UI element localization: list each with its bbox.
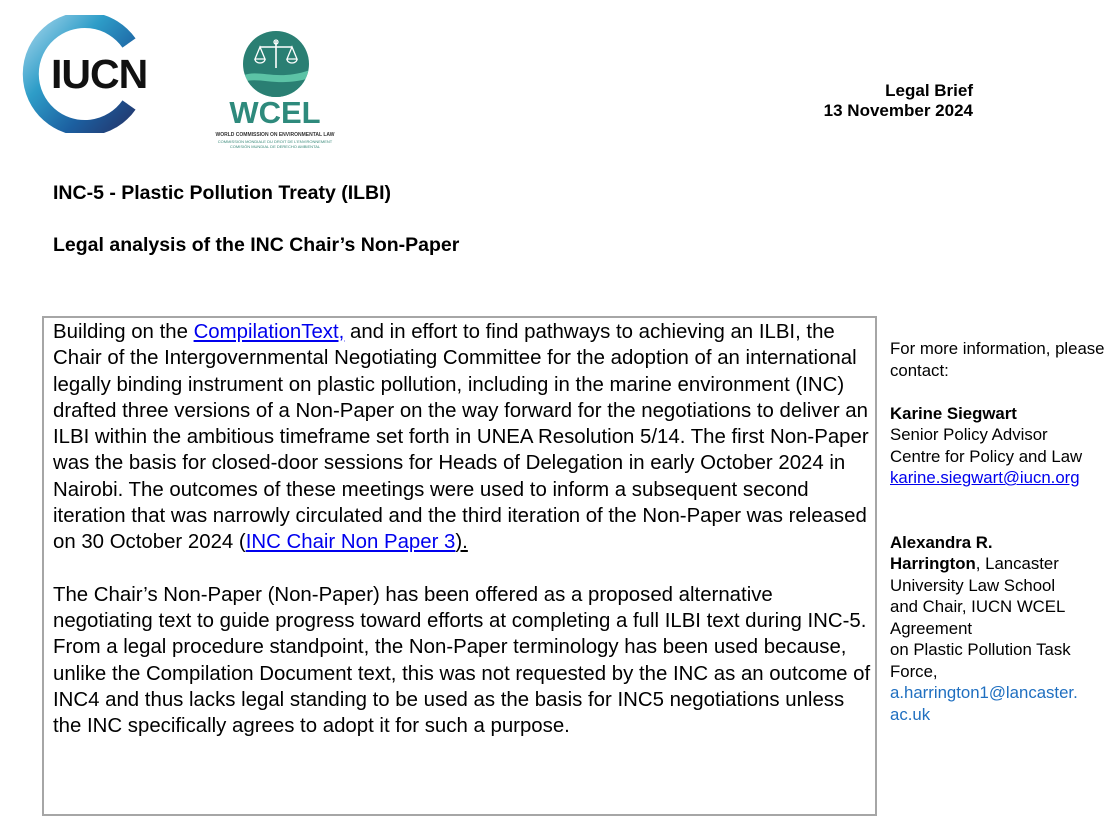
paragraph-1-end: ). bbox=[455, 531, 468, 554]
paragraph-1-intro: Building on the bbox=[53, 321, 194, 343]
contact-name-line-1: Alexandra R. bbox=[890, 532, 993, 552]
contact-siegwart bbox=[890, 403, 1105, 489]
document-subtitle: Legal analysis of the INC Chair’s Non-Paper bbox=[53, 234, 460, 256]
wcel-logo bbox=[195, 30, 355, 155]
contact-affiliation-2: and Chair, IUCN WCEL bbox=[890, 597, 1066, 616]
contact-name-line-2-wrapper bbox=[890, 553, 1105, 575]
scales-of-justice-icon bbox=[242, 30, 310, 98]
inc-chair-non-paper-3-link[interactable]: INC Chair Non Paper 3 bbox=[245, 531, 456, 554]
document-title: INC-5 - Plastic Pollution Treaty (ILBI) bbox=[53, 182, 392, 204]
contact-intro: For more information, please contact: bbox=[890, 339, 1105, 380]
contact-affiliation-3: Agreement bbox=[890, 618, 973, 638]
document-type: Legal Brief bbox=[885, 81, 973, 100]
contact-affiliation-inline: , Lancaster bbox=[975, 554, 1059, 573]
contact-email-line-1: a.harrington1@lancaster. bbox=[890, 683, 1078, 702]
contact-affiliation-1: University Law School bbox=[890, 575, 1056, 595]
contact-affiliation-4: on Plastic Pollution Task bbox=[890, 640, 1071, 659]
iucn-wordmark: IUCN bbox=[51, 51, 148, 97]
paragraph-1 bbox=[53, 319, 873, 556]
document-meta bbox=[824, 81, 973, 121]
paragraph-2: The Chair’s Non-Paper (Non-Paper) has been offered as a proposed alternative negotiating text to guide progress toward efforts at completing a full ILBI text during INC-5. From a legal procedure standpoint, the Non-Paper terminology has been used because, unlike the Compilation Document text, this was not requested by the INC as an outcome of INC4 and thus lacks legal standing to be used as the basis for INC5 negotiations unless the INC specifically agrees to adopt it for such a purpose. bbox=[53, 583, 871, 738]
wcel-subtitle-fr: COMMISSION MONDIALE DU DROIT DE L'ENVIRONNEMENT bbox=[217, 139, 333, 144]
wcel-wordmark: WCEL bbox=[229, 95, 321, 130]
summary-box bbox=[42, 316, 877, 816]
contact-email-link-harrington[interactable] bbox=[890, 682, 1105, 725]
contact-harrington bbox=[890, 532, 1105, 726]
iucn-logo bbox=[19, 15, 148, 133]
compilation-text-link[interactable]: CompilationText, bbox=[193, 321, 345, 343]
contact-name-line-2: Harrington bbox=[890, 554, 976, 573]
paragraph-1-body: and in effort to find pathways to achieving an ILBI, the Chair of the Intergovernmental Negotiating Committee for the adoption of an international legally binding instrument on plastic pollution, including in the marine environment (INC) drafted three versions of a Non-Paper on the way forward for the negotiations to deliver an ILBI within the ambitious timeframe set forth in UNEA Resolution 5/14. The first Non-Paper was the basis for closed-door sessions for Heads of Delegation in early October 2024 in Nairobi. The outcomes of these meetings were used to inform a subsequent second iteration that was narrowly circulated and the third iteration of the Non-Paper was released on 30 October 2024 ( bbox=[53, 321, 869, 554]
contact-email-link[interactable]: karine.siegwart@iucn.org bbox=[890, 468, 1080, 487]
contact-title: Senior Policy Advisor bbox=[890, 425, 1048, 444]
contact-org: Centre for Policy and Law bbox=[890, 446, 1083, 466]
contact-affiliation-5: Force, bbox=[890, 661, 938, 681]
document-date: 13 November 2024 bbox=[823, 101, 973, 120]
contact-email-line-2: ac.uk bbox=[890, 704, 931, 724]
wcel-subtitle-es: COMISIÓN MUNDIAL DE DERECHO AMBIENTAL bbox=[229, 144, 321, 149]
contact-sidebar bbox=[890, 338, 1105, 725]
wcel-subtitle-en: WORLD COMMISSION ON ENVIRONMENTAL LAW bbox=[215, 132, 335, 138]
contact-name: Karine Siegwart bbox=[890, 403, 1017, 423]
